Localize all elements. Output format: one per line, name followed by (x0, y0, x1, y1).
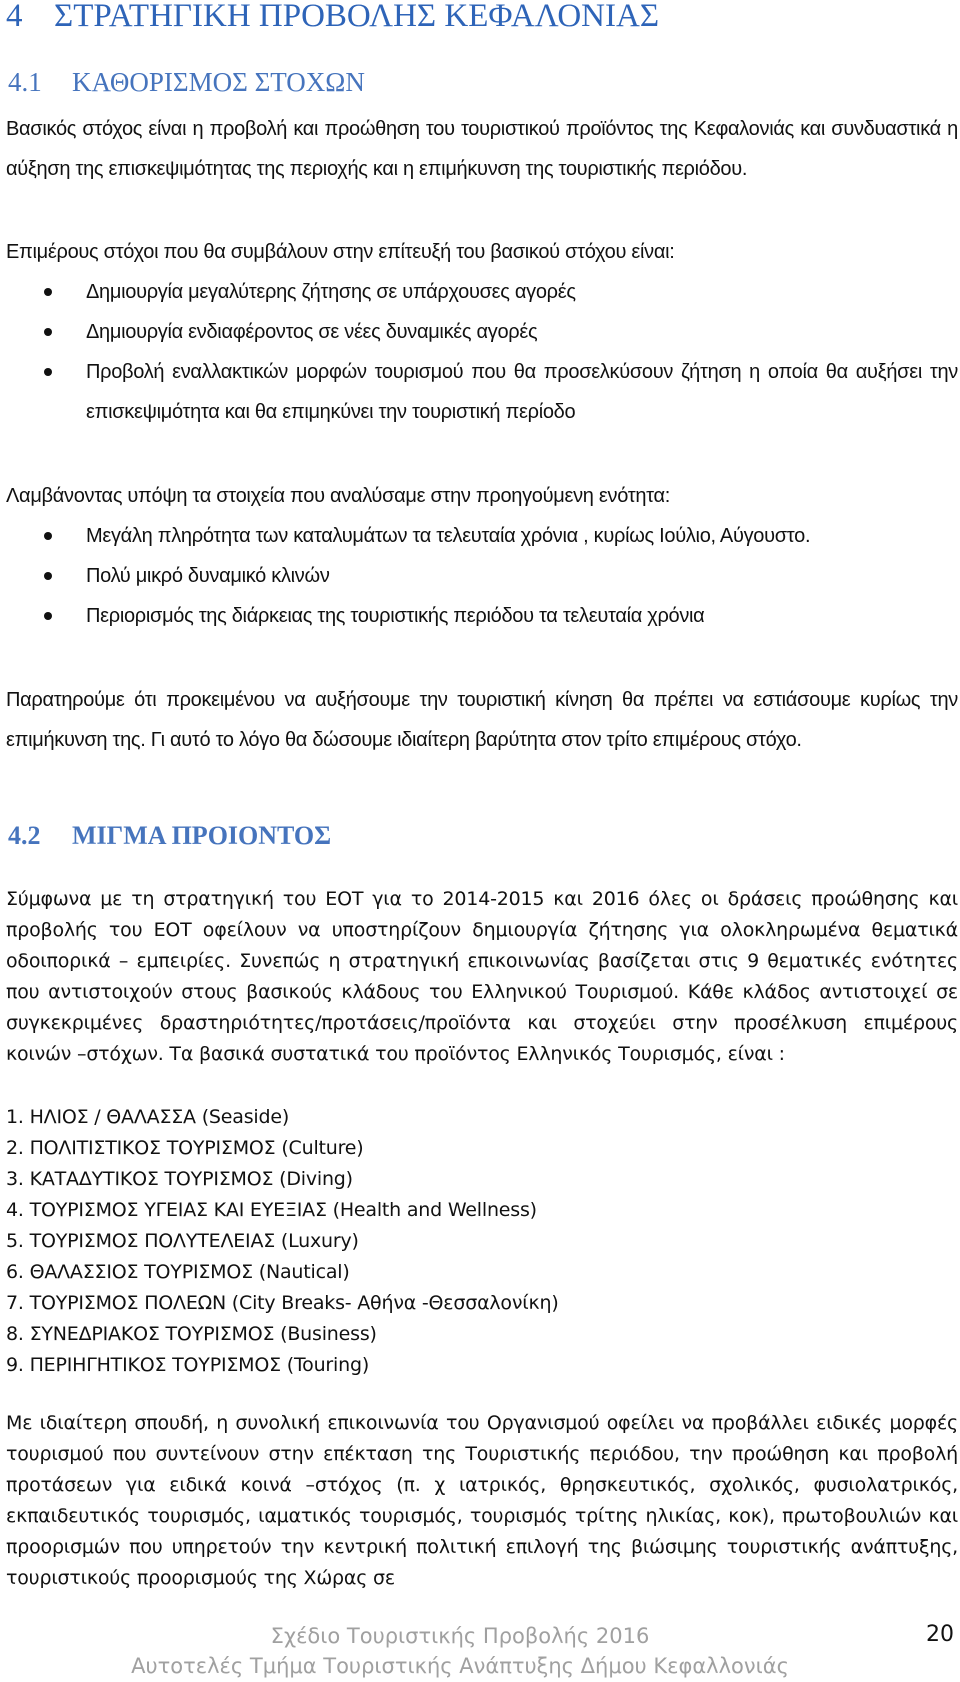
sub-goals-intro: Επιμέρους στόχοι που θα συμβάλουν στην επίτευξή του βασικού στόχου είναι: (6, 241, 675, 263)
list-item: 8. ΣΥΝΕΔΡΙΑΚΟΣ ΤΟΥΡΙΣΜΟΣ (Business) (6, 1323, 377, 1345)
list-item: 4. ΤΟΥΡΙΣΜΟΣ ΥΓΕΙΑΣ ΚΑΙ ΕΥΕΞΙΑΣ (Health and Wellness) (6, 1199, 537, 1221)
list-item: 2. ΠΟΛΙΤΙΣΤΙΚΟΣ ΤΟΥΡΙΣΜΟΣ (Culture) (6, 1137, 364, 1159)
bullet-icon (44, 572, 52, 580)
bullet-icon (44, 288, 52, 296)
list-item: 1. ΗΛΙΟΣ / ΘΑΛΑΣΣΑ (Seaside) (6, 1106, 290, 1128)
section-heading-product-mix (8, 816, 948, 856)
footer-department: Αυτοτελές Τμήμα Τουριστικής Ανάπτυξης Δήμου Κεφαλλονιάς (131, 1654, 789, 1678)
analysis-intro: Λαμβάνοντας υπόψη τα στοιχεία που αναλύσαμε στην προηγούμενη ενότητα: (6, 485, 671, 507)
list-item: Δημιουργία ενδιαφέροντος σε νέες δυναμικές αγορές (0, 312, 958, 352)
list-item: Δημιουργία μεγαλύτερης ζήτησης σε υπάρχουσες αγορές (0, 272, 958, 312)
list-item: 9. ΠΕΡΙΗΓΗΤΙΚΟΣ ΤΟΥΡΙΣΜΟΣ (Touring) (6, 1354, 370, 1376)
page-number: 20 (926, 1622, 954, 1647)
product-components-list (6, 1102, 906, 1381)
list-item: Μεγάλη πληρότητα των καταλυμάτων τα τελευταία χρόνια , κυρίως Ιούλιο, Αύγουστο. (0, 516, 958, 556)
analysis-points-list (0, 516, 958, 636)
chapter-heading (6, 0, 946, 40)
list-item: Προβολή εναλλακτικών μορφών τουρισμού που θα προσελκύσουν ζήτηση η οποία θα αυξήσει την επισκεψιμότητα και θα επιμηκύνει την τουριστική περίοδο (0, 352, 958, 432)
chapter-number: 4 (6, 0, 23, 34)
bullet-icon (44, 368, 52, 376)
chapter-title: ΣΤΡΑΤΗΓΙΚΗ ΠΡΟΒΟΛΗΣ ΚΕΦΑΛΟΝΙΑΣ (54, 0, 660, 34)
closing-paragraph: Με ιδιαίτερη σπουδή, η συνολική επικοινωνία του Οργανισμού οφείλει να προβάλλει ειδικές μορφές τουρισμού που συντείνουν στην επέκταση της Τουριστικής περιόδου, την προώθηση και προβολή προτάσεων για ειδικά κοινά –στόχος (π. χ ιατρικός, θρησκευτικός, σχολικός, φυσιολατρικός, εκπαιδευτικός τουρισμός, ιαματικός τουρισμός, τουρισμός τρίτης ηλικίας, κοκ), πρωτοβουλιών και προορισμών που υπηρετούν την κεντρική πολιτική επιλογή της βιώσιμης τουριστικής ανάπτυξης, τουριστικούς προορισμούς της Χώρας σε (6, 1412, 958, 1589)
list-item: 3. ΚΑΤΑΔΥΤΙΚΟΣ ΤΟΥΡΙΣΜΟΣ (Diving) (6, 1168, 353, 1190)
bullet-icon (44, 328, 52, 336)
bullet-icon (44, 532, 52, 540)
list-item: 5. ΤΟΥΡΙΣΜΟΣ ΠΟΛΥΤΕΛΕΙΑΣ (Luxury) (6, 1230, 359, 1252)
conclusion-paragraph: Παρατηρούμε ότι προκειμένου να αυξήσουμε την τουριστική κίνηση θα πρέπει να εστιάσουμε κυρίως την επιμήκυνση της. Γι αυτό το λόγο θα δώσουμε ιδιαίτερη βαρύτητα στον τρίτο επιμέρους στόχο. (6, 689, 958, 751)
product-mix-intro: Σύμφωνα με τη στρατηγική του ΕΟΤ για το 2014-2015 και 2016 όλες οι δράσεις προώθησης και προβολής του ΕΟΤ οφείλουν να υποστηρίζουν δημιουργία ζήτησης για ολοκληρωμένα θεματικά οδοιπορικά – εμπειρίες. Συνεπώς η στρατηγική επικοινωνίας βασίζεται στις 9 θεματικές ενότητες που αντιστοιχούν στους βασικούς κλάδους του Ελληνικού Τουρισμού. Κάθε κλάδος αντιστοιχεί σε συγκεκριμένες δραστηριότητες/προτάσεις/προϊόντα και στοχεύει στην προσέλκυση επιμέρους κοινών –στόχων. Τα βασικά συστατικά του προϊόντος Ελληνικός Τουρισμός, είναι : (6, 888, 958, 1065)
section-title: ΚΑΘΟΡΙΣΜΟΣ ΣΤΟΧΩΝ (72, 67, 365, 97)
sub-goals-list (0, 272, 958, 432)
section-title: ΜΙΓΜΑ ΠΡΟΙΟΝΤΟΣ (72, 821, 332, 850)
section-number: 4.1 (8, 67, 42, 97)
main-goal-paragraph: Βασικός στόχος είναι η προβολή και προώθηση του τουριστικού προϊόντος της Κεφαλονιάς και συνδυαστικά η αύξηση της επισκεψιμότητας της περιοχής και η επιμήκυνση της τουριστικής περιόδου. (6, 118, 958, 180)
footer-title: Σχέδιο Τουριστικής Προβολής 2016 (270, 1624, 650, 1648)
list-item: 6. ΘΑΛΑΣΣΙΟΣ ΤΟΥΡΙΣΜΟΣ (Nautical) (6, 1261, 350, 1283)
list-item: Πολύ μικρό δυναμικό κλινών (0, 556, 958, 596)
section-number: 4.2 (8, 821, 41, 850)
section-heading-goals (8, 62, 948, 102)
list-item: Περιορισμός της διάρκειας της τουριστικής περιόδου τα τελευταία χρόνια (0, 596, 958, 636)
list-item: 7. ΤΟΥΡΙΣΜΟΣ ΠΟΛΕΩΝ (City Breaks- Αθήνα -Θεσσαλονίκη) (6, 1292, 559, 1314)
bullet-icon (44, 612, 52, 620)
